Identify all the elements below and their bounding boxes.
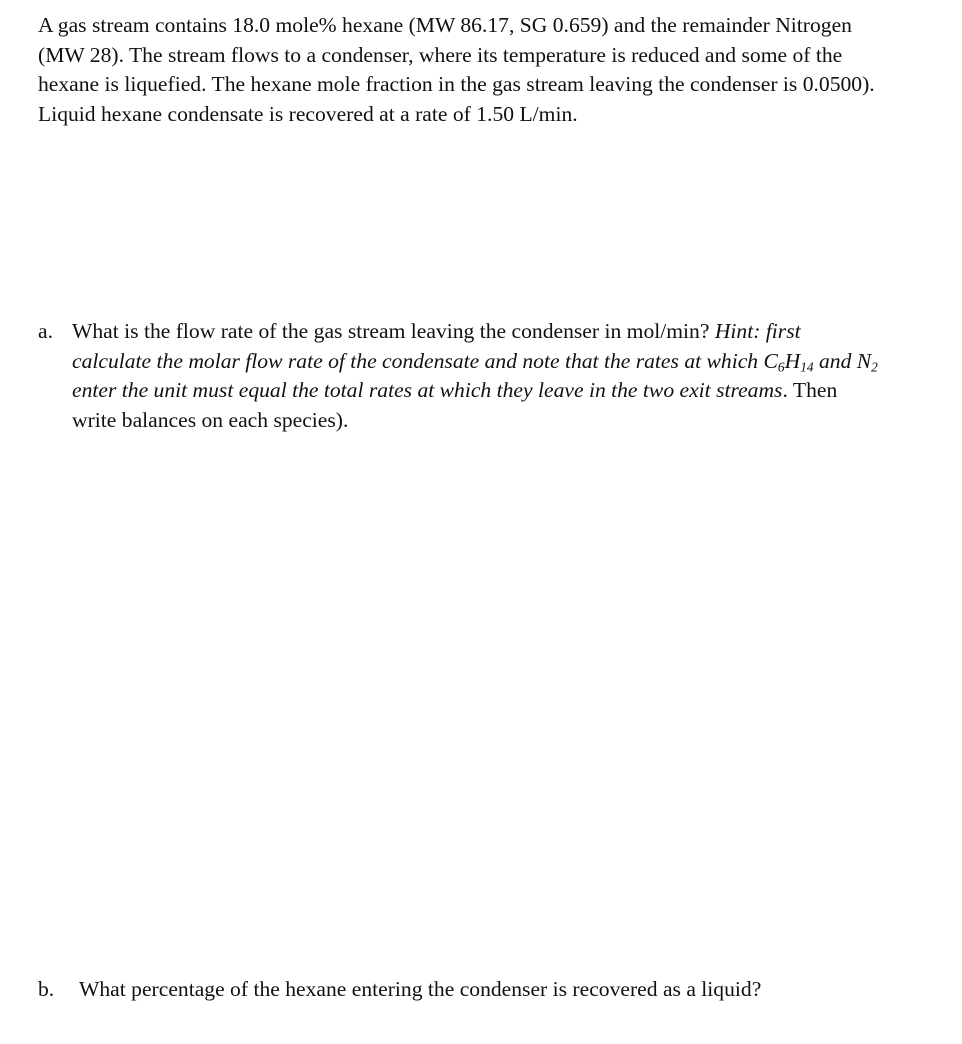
question-a-line-2 <box>72 347 878 377</box>
question-a-marker: a. <box>38 319 53 343</box>
formula-subscript-carbon: 6 <box>777 358 785 374</box>
question-a-text <box>72 317 878 435</box>
question-b-line-1: What percentage of the hexane entering the condenser is recovered as a liquid? <box>79 977 762 1001</box>
formula-subscript-nitrogen: 2 <box>871 358 878 374</box>
question-a-line-4: write balances on each species). <box>72 407 349 432</box>
question-a-line-3 <box>72 376 878 406</box>
formula-subscript-hydrogen: 14 <box>800 358 814 374</box>
problem-statement-line-4: Liquid hexane condensate is recovered at a rate of 1.50 L/min. <box>38 101 578 126</box>
question-a-hint-label: Hint: first <box>714 319 801 343</box>
problem-statement-line-1: A gas stream contains 18.0 mole% hexane (MW 86.17, SG 0.659) and the remainder Nitrogen <box>38 13 852 37</box>
question-a-hint-text-1: calculate the molar flow rate of the condensate and note that the rates at which C <box>72 348 778 373</box>
question-a-then: . Then <box>782 378 838 402</box>
question-a-line-1 <box>72 317 878 347</box>
question-b-marker: b. <box>38 977 55 1001</box>
question-b-text <box>79 975 761 1005</box>
question-a-prompt: What is the flow rate of the gas stream leaving the condenser in mol/min? <box>72 319 715 343</box>
problem-statement-line-2: (MW 28). The stream flows to a condenser, where its temperature is reduced and some of the <box>38 42 843 67</box>
problem-statement-line-3: hexane is liquefied. The hexane mole fraction in the gas stream leaving the condenser is 0.0500). <box>38 72 875 96</box>
question-a-hint-text-2: enter the unit must equal the total rates at which they leave in the two exit streams <box>72 378 783 402</box>
formula-nitrogen: and N <box>813 348 872 373</box>
problem-statement <box>38 11 943 129</box>
formula-hydrogen: H <box>784 348 801 373</box>
